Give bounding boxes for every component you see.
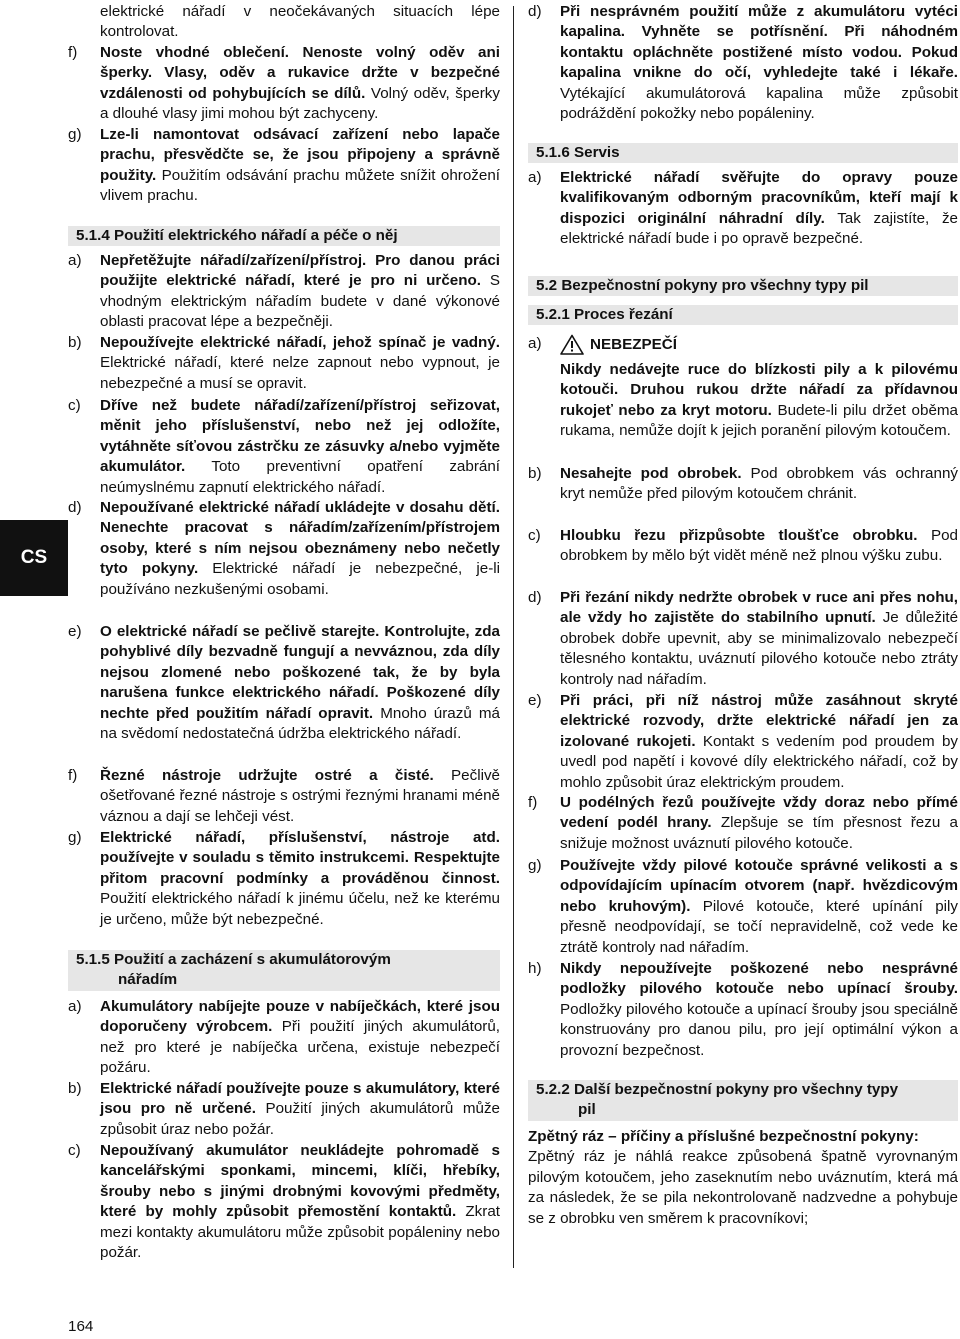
section-heading: 5.2 Bezpečnostní pokyny pro všechny typy pil bbox=[528, 276, 958, 296]
item-label: b) bbox=[68, 334, 82, 351]
list-item: Hloubku řezu přizpůsobte tloušťce obrobku. Pod obrobkem by mělo být vidět méně než plnou výšku zubu. bbox=[560, 527, 958, 565]
item-label: g) bbox=[528, 857, 542, 874]
item-label: b) bbox=[528, 465, 542, 482]
item-label: a) bbox=[68, 252, 82, 269]
paragraph: Zpětný ráz – příčiny a příslušné bezpečnostní pokyny: Zpětný ráz je náhlá reakce způsobená špatně vyrovnaným pilovým kotoučem, jeho zaseknutím nebo uváznutím, která má za následek, že se pila nekontrolovaně nadzvedne a pohybuje se z obrobku ven směrem k pracovníkovi; bbox=[528, 1128, 958, 1227]
section-heading: 5.2.2 Další bezpečnostní pokyny pro všechny typy pil bbox=[528, 1080, 958, 1121]
list-item: Nepoužívané elektrické nářadí ukládejte v dosahu dětí. Nenechte pracovat s nářadím/zařízením/přístrojem osoby, které s ním nejsou obeznámeny nebo nečetly tyto pokyny. Elektrické nářadí je nebezpečné, je-li používáno nezkušenými osobami. bbox=[100, 499, 500, 598]
danger-label: NEBEZPEČÍ bbox=[590, 336, 677, 353]
section-heading: 5.1.5 Použití a zacházení s akumulátorovým nářadím bbox=[68, 950, 500, 991]
item-label: a) bbox=[68, 998, 82, 1015]
item-label: a) bbox=[528, 335, 542, 352]
section-heading: 5.1.6 Servis bbox=[528, 143, 958, 163]
item-label: c) bbox=[68, 1142, 81, 1159]
list-item: U podélných řezů používejte vždy doraz nebo přímé vedení podél hrany. Zlepšuje se tím přesnost řezu a snižuje možnost uváznutí pilového kotouče. bbox=[560, 794, 958, 852]
item-label: g) bbox=[68, 126, 82, 143]
item-label: b) bbox=[68, 1080, 82, 1097]
paragraph: elektrické nářadí v neočekávaných situacích lépe kontrolovat. bbox=[100, 3, 500, 41]
list-item: Při řezání nikdy nedržte obrobek v ruce ani přes nohu, ale vždy ho zajistěte do stabilního upnutí. Je důležité obrobek dobře upevnit, aby se minimalizovalo nebezpečí tělesného kontaktu, uváznutí pilového kotouče nebo ztráty kontroly nad nářadím. bbox=[560, 589, 959, 688]
list-item: Řezné nástroje udržujte ostré a čisté. Pečlivě ošetřované řezné nástroje s ostrými řeznými hranami méně váznou a dají se lehčeji vést. bbox=[100, 767, 500, 825]
danger-warning bbox=[560, 334, 677, 355]
section-heading: 5.1.4 Použití elektrického nářadí a péče o něj bbox=[68, 226, 500, 246]
item-label: g) bbox=[68, 829, 82, 846]
list-item: Lze-li namontovat odsávací zařízení nebo lapače prachu, přesvědčte se, že jsou připojeny a správně použity. Použitím odsávání prachu můžete snížit ohrožení vlivem prachu. bbox=[100, 126, 500, 205]
list-item: Elektrické nářadí používejte pouze s akumulátory, které jsou pro ně určené. Použití jiných akumulátorů může způsobit úraz nebo požár. bbox=[100, 1080, 500, 1138]
item-label: f) bbox=[68, 44, 78, 61]
item-label: f) bbox=[528, 794, 538, 811]
language-tab: CS bbox=[0, 520, 68, 596]
list-item: Při nesprávném použití může z akumulátoru vytéci kapalina. Vyhněte se potřísnění. Při náhodném kontaktu opláchněte postižené místo vodou. Pokud kapalina vnikne do očí, vyhledejte také i lékaře. Vytékající akumulátorová kapalina může způsobit podráždění pokožky nebo popáleniny. bbox=[560, 3, 958, 123]
item-label: f) bbox=[68, 767, 78, 784]
warning-triangle-icon bbox=[560, 334, 584, 355]
list-item: Akumulátory nabíjejte pouze v nabíječkách, které jsou doporučeny výrobcem. Při použití jiných akumulátorů, než pro které je nabíječka určena, existuje nebezpečí požáru. bbox=[100, 998, 501, 1077]
item-label: e) bbox=[528, 692, 542, 709]
item-label: c) bbox=[68, 397, 81, 414]
item-label: d) bbox=[528, 589, 542, 606]
item-label: e) bbox=[68, 623, 82, 640]
list-item: Nepoužívejte elektrické nářadí, jehož spínač je vadný. Elektrické nářadí, které nelze zapnout nebo vypnout, je nebezpečné a musí se opravit. bbox=[100, 334, 500, 392]
list-item: Elektrické nářadí, příslušenství, nástroje atd. používejte v souladu s těmito instrukcemi. Respektujte přitom pracovní podmínky a prováděnou činnost. Použití elektrického nářadí k jinému účelu, než ke kterému je určeno, může být nebezpečné. bbox=[100, 829, 500, 928]
item-label: d) bbox=[528, 3, 542, 20]
item-label: c) bbox=[528, 527, 541, 544]
list-item: Nepřetěžujte nářadí/zařízení/přístroj. Pro danou práci použijte elektrické nářadí, které je pro ni určeno. S vhodným elektrickým nářadím budete v dané výkonové oblasti pracovat lépe a bezpečněji. bbox=[100, 252, 500, 331]
list-item: Nepoužívaný akumulátor neukládejte pohromadě s kancelářskými sponkami, mincemi, klíči, hřebíky, šrouby nebo s jinými drobnými kovovými předměty, které by mohly způsobit přemostění kontaktů. Zkrat mezi kontakty akumulátoru může způsobit popáleniny nebo požár. bbox=[100, 1142, 500, 1262]
list-item: Nikdy nepoužívejte poškozené nebo nesprávné podložky pilového kotouče nebo upínací šrouby. Podložky pilového kotouče a upínací šrouby jsou speciálně konstruovány pro danou pilu, pro její optimální výkon a provozní bezpečnost. bbox=[560, 960, 958, 1059]
list-item: Noste vhodné oblečení. Nenoste volný oděv ani šperky. Vlasy, oděv a rukavice držte v bezpečné vzdálenosti od pohybujících se dílů. Volný oděv, šperky a dlouhé vlasy jimi mohou být zachyceny. bbox=[100, 44, 500, 123]
column-divider bbox=[513, 6, 514, 1268]
page-number: 164 bbox=[68, 1318, 94, 1335]
item-label: a) bbox=[528, 169, 542, 186]
list-item: Při práci, při níž nástroj může zasáhnout skryté elektrické rozvody, držte elektrické nářadí jen za izolované rukojeti. Kontakt s vedením pod proudem by uvedl pod napětí i kovové díly elektrického nářadí, což by mohlo způsobit úraz elektrickým proudem. bbox=[560, 692, 958, 791]
item-label: h) bbox=[528, 960, 542, 977]
list-item: Nesahejte pod obrobek. Pod obrobkem vás ochranný kryt nemůže před pilovým kotoučem chránit. bbox=[560, 465, 958, 503]
subsection-heading: 5.2.1 Proces řezání bbox=[528, 305, 958, 325]
list-item: Elektrické nářadí svěřujte do opravy pouze kvalifikovaným odborným pracovníkům, kteří mají k dispozici originální náhradní díly. Tak zajistíte, že elektrické nářadí bude i po opravě bezpečné. bbox=[560, 169, 958, 248]
list-item: Nikdy nedávejte ruce do blízkosti pily a k pilovému kotouči. Druhou rukou držte nářadí za přídavnou rukojeť nebo za kryt motoru. Budete-li pilu držet oběma rukama, nemůže dojít k jejich poranění pilovým kotoučem. bbox=[560, 361, 958, 440]
item-label: d) bbox=[68, 499, 82, 516]
list-item: Dříve než budete nářadí/zařízení/přístroj seřizovat, měnit jeho příslušenství, nebo než jej odložíte, vytáhněte síťovou zástrčku ze zásuvky a/nebo vyjměte akumulátor. Toto preventivní opatření zabrání neúmyslnému zapnutí elektrického nářadí. bbox=[100, 397, 500, 496]
list-item: O elektrické nářadí se pečlivě starejte. Kontrolujte, zda pohyblivé díly bezvadně fungují a nevváznou, zda díly nejsou zlomené nebo poškozené tak, že by byla narušena funkce elektrického nářadí. Poškozené díly nechte před použitím nářadí opravit. Mnoho úrazů má na svědomí nedostatečná údržba elektrického nářadí. bbox=[100, 623, 500, 743]
list-item: Používejte vždy pilové kotouče správné velikosti a s odpovídajícím upínacím otvorem (např. hvězdicovým nebo kruhovým). Pilové kotouče, které upínání pily přesně neodpovídají, se točí nepravidelně, což vede ke ztrátě kontroly nad nářadím. bbox=[560, 857, 958, 956]
